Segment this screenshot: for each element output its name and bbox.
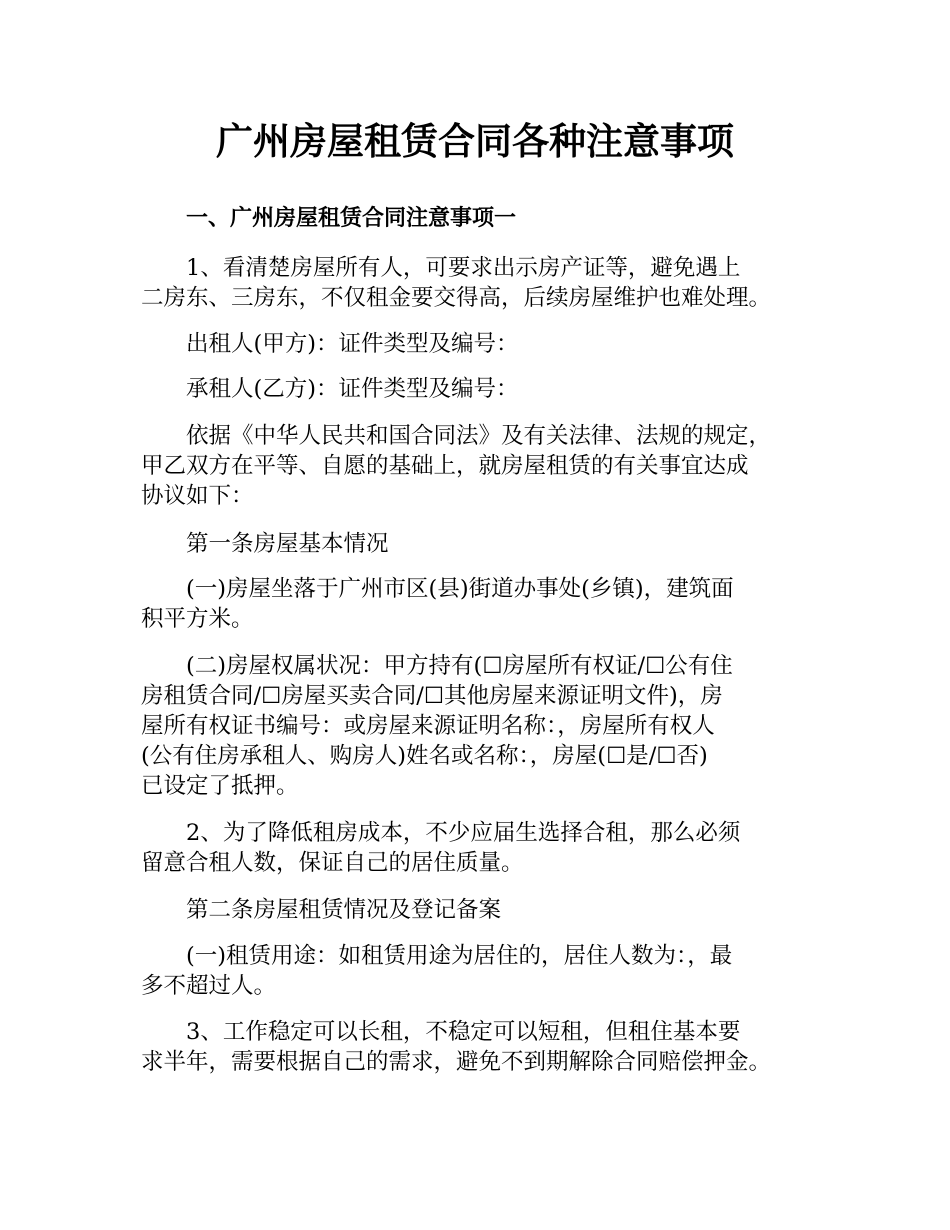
paragraph-line: 2、为了降低租房成本，不少应届生选择合租，那么必须 [186, 820, 741, 846]
paragraph-2 [141, 329, 841, 359]
paragraph-line: 3、工作稳定可以长租，不稳定可以短租，但租住基本要 [186, 1019, 741, 1045]
section-heading: 一、广州房屋租赁合同注意事项一 [186, 206, 517, 231]
paragraph-4 [141, 421, 841, 511]
paragraph-line: 二房东、三房东，不仅租金要交得高，后续房屋维护也难处理。 [141, 285, 772, 311]
paragraph-line: 房租赁合同/☐房屋买卖合同/☐其他房屋来源证明文件)，房 [141, 683, 723, 709]
paragraph-6 [141, 574, 841, 634]
paragraph-line: (二)房屋权属状况：甲方持有(☐房屋所有权证/☐公有住 [186, 653, 733, 679]
paragraph-line: 协议如下： [141, 483, 254, 509]
paragraph-line: 求半年，需要根据自己的需求，避免不到期解除合同赔偿押金。 [141, 1049, 772, 1075]
paragraph-line: (一)房屋坐落于广州市区(县)街道办事处(乡镇)，建筑面 [186, 576, 734, 602]
paragraph-9 [141, 895, 841, 925]
paragraph-1 [141, 253, 841, 313]
paragraph-11 [141, 1017, 841, 1077]
paragraph-line: (一)租赁用途：如租赁用途为居住的，居住人数为：，最 [186, 943, 733, 969]
paragraph-8 [141, 818, 841, 878]
paragraph-line: 第二条房屋租赁情况及登记备案 [186, 897, 502, 923]
paragraph-7 [141, 651, 841, 801]
paragraph-5 [141, 529, 841, 559]
paragraph-line: 依据《中华人民共和国合同法》及有关法律、法规的规定， [186, 423, 772, 449]
paragraph-line: 留意合租人数，保证自己的居住质量。 [141, 850, 524, 876]
paragraph-line: 甲乙双方在平等、自愿的基础上，就房屋租赁的有关事宜达成 [141, 453, 749, 479]
paragraph-line: 已设定了抵押。 [141, 773, 299, 799]
paragraph-line: 出租人(甲方)：证件类型及编号： [186, 331, 519, 357]
paragraph-line: 承租人(乙方)：证件类型及编号： [186, 376, 519, 402]
document-title: 广州房屋租赁合同各种注意事项 [216, 120, 734, 163]
paragraph-line: 1、看清楚房屋所有人，可要求出示房产证等，避免遇上 [186, 255, 741, 281]
paragraph-line: 屋所有权证书编号：或房屋来源证明名称：，房屋所有权人 [141, 713, 715, 739]
paragraph-3 [141, 374, 841, 404]
paragraph-line: 第一条房屋基本情况 [186, 531, 389, 557]
paragraph-line: (公有住房承租人、购房人)姓名或名称：，房屋(☐是/☐否) [141, 743, 708, 769]
paragraph-10 [141, 941, 841, 1001]
paragraph-line: 多不超过人。 [141, 973, 277, 999]
paragraph-line: 积平方米。 [141, 606, 254, 632]
